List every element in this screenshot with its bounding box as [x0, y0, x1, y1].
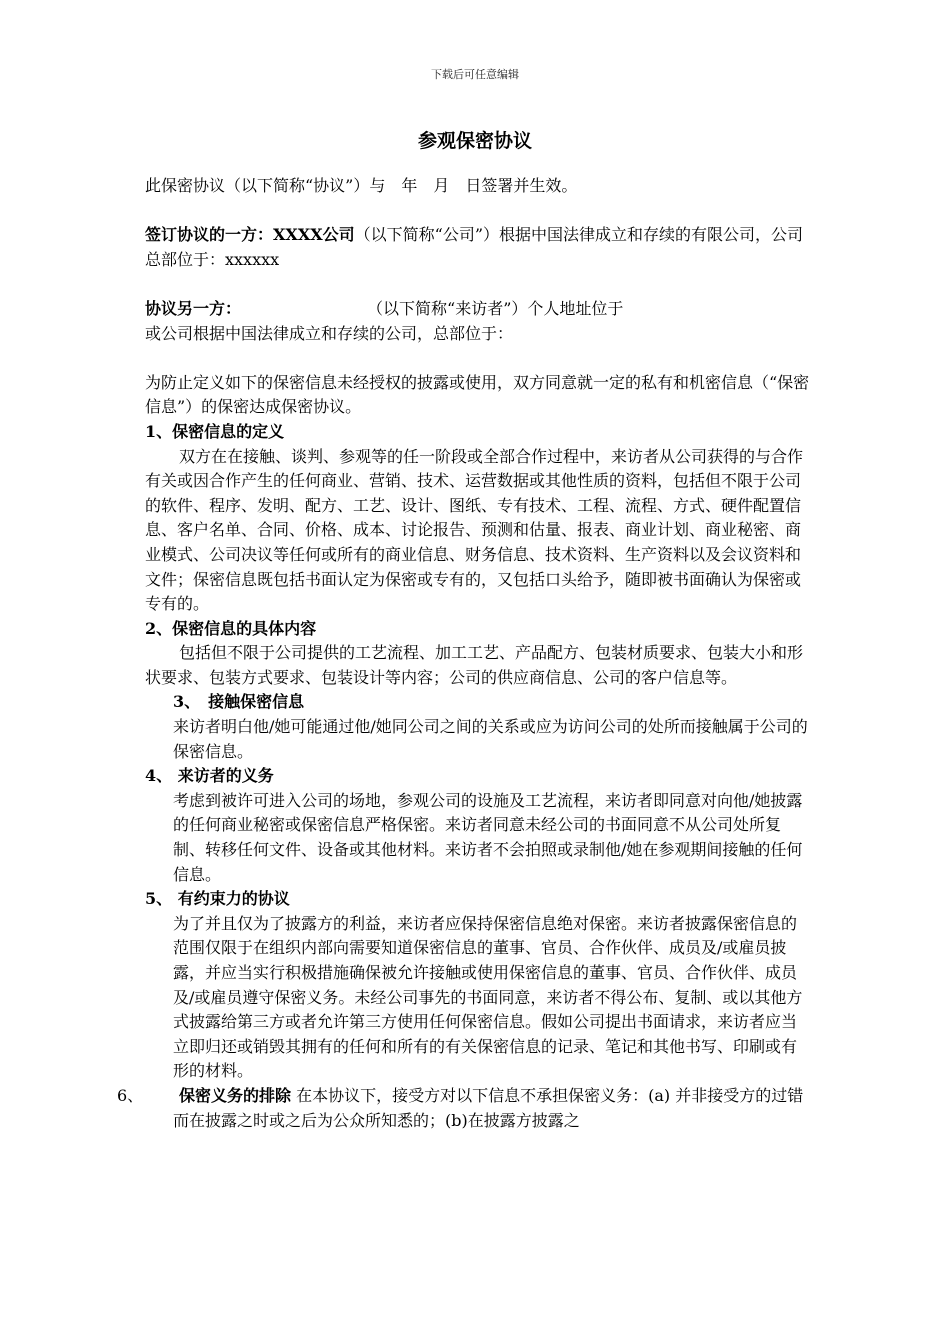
party-a-text: （以下简称“公司”）根据中国法律成立和存续的有限公司，公司总部位于：xxxxxx: [145, 225, 804, 269]
party-a-paragraph: [145, 223, 810, 272]
header-note: 下载后可任意编辑: [431, 68, 519, 81]
section-5-body: 为了并且仅为了披露方的利益，来访者应保持保密信息绝对保密。来访者披露保密信息的范围仅限于在组织内部向需要知道保密信息的董事、官员、合作伙伴、成员及/或雇员披露，并应当实行积极措施确保被允许接触或使用保密信息的董事、官员、合作伙伴、成员及/或雇员遵守保密义务。未经公司事先的书面同意，来访者不得公布、复制、或以其他方式披露给第三方或者允许第三方使用任何保密信息。假如公司提出书面请求，来访者应当立即归还或销毁其拥有的任何和所有的有关保密信息的记录、笔记和其他书写、印刷或有形的材料。: [173, 913, 803, 1081]
section-3-body: 来访者明白他/她可能通过他/她同公司之间的关系或应为访问公司的处所而接触属于公司的保密信息。: [173, 717, 808, 761]
section-6-paragraph: [117, 1084, 810, 1133]
section-2-body: 包括但不限于公司提供的工艺流程、加工工艺、产品配方、包装材质要求、包装大小和形状要求、包装方式要求、包装设计等内容；公司的供应商信息、公司的客户信息等。: [145, 643, 804, 687]
section-6-body: 在本协议下，接受方对以下信息不承担保密义务：(a) 并非接受方的过错而在披露之时或之后为公众所知悉的；(b)在披露方披露之: [173, 1085, 804, 1130]
document-title: 参观保密协议: [417, 130, 532, 152]
party-b-text-1: （以下简称“来访者”）个人地址位于: [367, 298, 624, 318]
section-3-heading: 3、 接触保密信息: [173, 692, 305, 712]
section-6-number: 6、: [117, 1085, 144, 1105]
intro-paragraph: 此保密协议（以下简称“协议”）与 年 月 日签署并生效。: [145, 176, 578, 195]
section-2-heading: 2、保密信息的具体内容: [145, 618, 317, 638]
section-6-heading: 保密义务的排除: [179, 1085, 292, 1105]
section-1-heading: 1、保密信息的定义: [145, 421, 285, 441]
section-4-heading: 4、 来访者的义务: [145, 766, 274, 786]
purpose-paragraph: 为防止定义如下的保密信息未经授权的披露或使用，双方同意就一定的私有和机密信息（“保密信息”）的保密达成保密协议。: [145, 372, 810, 417]
party-a-label: 签订协议的一方：XXXX公司: [145, 225, 355, 245]
party-b-line-1: [145, 297, 810, 322]
document-body: [117, 174, 810, 1133]
section-4-body: 考虑到被许可进入公司的场地，参观公司的设施及工艺流程，来访者即同意对向他/她披露的任何商业秘密或保密信息严格保密。来访者同意未经公司的书面同意不从公司处所复制、转移任何文件、设备或其他材料。来访者不会拍照或录制他/她在参观期间接触的任何信息。: [173, 790, 803, 884]
section-5-heading: 5、 有约束力的协议: [145, 889, 290, 909]
section-1-body: 双方在在接触、谈判、参观等的任一阶段或全部合作过程中，来访者从公司获得的与合作有关或因合作产生的任何商业、营销、技术、运营数据或其他性质的资料，包括但不限于公司的软件、程序、发明、配方、工艺、设计、图纸、专有技术、工程、流程、方式、硬件配置信息、客户名单、合同、价格、成本、讨论报告、预测和估量、报表、商业计划、商业秘密、商业模式、公司决议等任何或所有的商业信息、财务信息、技术资料、生产资料以及会议资料和文件；保密信息既包括书面认定为保密或专有的，又包括口头给予，随即被书面确认为保密或专有的。: [145, 446, 804, 614]
party-b-line-2: 或公司根据中国法律成立和存续的公司，总部位于：: [145, 323, 514, 343]
party-b-label: 协议另一方：: [145, 298, 242, 318]
